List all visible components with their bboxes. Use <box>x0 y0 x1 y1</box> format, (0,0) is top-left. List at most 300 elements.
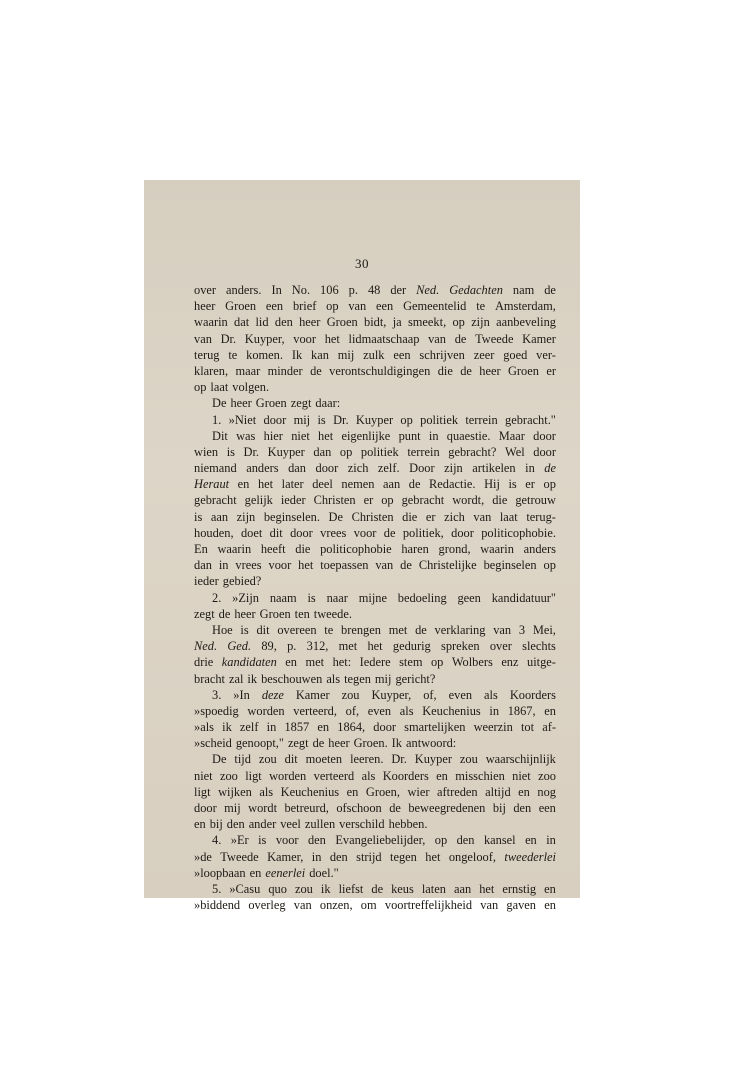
word: worden <box>269 768 307 783</box>
word: zegt <box>287 736 309 751</box>
word: doel." <box>309 865 339 880</box>
word: p. <box>287 639 297 654</box>
word: is <box>240 622 249 637</box>
word: heer <box>230 396 252 411</box>
word: de <box>312 736 325 751</box>
body-text <box>194 282 556 913</box>
text-line <box>194 282 556 298</box>
word: de <box>544 461 556 476</box>
word: waarin <box>217 542 252 556</box>
word: haren <box>401 542 429 556</box>
word: De <box>328 509 343 524</box>
word: om <box>360 898 377 913</box>
word: Evangeliebelijder, <box>335 833 426 848</box>
word: bedoeling <box>397 590 447 605</box>
word: politicophobie <box>320 542 392 556</box>
word: van <box>194 331 212 346</box>
word: nam <box>512 283 535 297</box>
word: ik <box>247 671 258 686</box>
word: het <box>324 331 340 346</box>
word: anders <box>523 542 556 556</box>
word: op <box>452 315 465 330</box>
text-line <box>194 492 556 508</box>
word: waarschijnlijk <box>485 752 556 767</box>
word: mij <box>293 412 311 427</box>
word: beginselen <box>483 558 537 573</box>
word: van <box>428 331 446 346</box>
word: Groen <box>225 299 257 314</box>
word: als <box>326 671 341 686</box>
word: 1857 <box>284 720 310 735</box>
word: in <box>266 720 277 735</box>
word: zal <box>228 671 244 686</box>
text-line <box>194 832 556 848</box>
word: er <box>425 509 436 524</box>
word: door <box>533 444 556 459</box>
text-line <box>194 331 556 347</box>
word: en <box>436 768 448 783</box>
word: als <box>484 687 498 702</box>
word: Gedachten <box>449 283 503 297</box>
word: en <box>544 898 556 913</box>
word: Maar <box>498 428 525 443</box>
word: van <box>493 622 512 637</box>
word: in <box>546 833 556 848</box>
word: beginselen. <box>263 509 320 524</box>
word: wordt, <box>452 493 485 508</box>
word: »loopbaan <box>194 865 246 880</box>
word: p. <box>348 283 358 297</box>
word: »Zijn <box>232 590 259 605</box>
word: zulk <box>363 347 385 362</box>
word: zegt <box>290 396 312 411</box>
word: als <box>259 784 274 799</box>
word: te <box>228 347 238 362</box>
word: Christen <box>313 493 356 508</box>
word: van <box>348 299 367 314</box>
word: lid <box>255 315 269 330</box>
word: 2. <box>212 590 222 605</box>
word: is <box>307 590 316 605</box>
word: zich <box>444 509 465 524</box>
word: Wolbers <box>451 655 493 670</box>
word: geen <box>457 590 481 605</box>
word: zich <box>347 461 369 476</box>
word: politiek <box>420 412 459 427</box>
word: op <box>434 833 448 848</box>
word: door <box>263 412 287 427</box>
word: en <box>544 703 556 718</box>
word: Hoe <box>212 622 233 637</box>
word: liefst <box>338 881 364 896</box>
text-line <box>194 412 556 428</box>
word: ligt <box>245 768 262 783</box>
word: heeft <box>260 542 286 556</box>
word: nemen <box>341 477 375 492</box>
word: Groen <box>507 363 539 378</box>
text-line <box>194 751 556 767</box>
word: en <box>249 865 262 880</box>
word: de <box>371 881 384 896</box>
word: goed <box>503 347 528 362</box>
word: De <box>212 752 227 767</box>
word: verontschuldigingen <box>329 363 431 378</box>
word: over <box>489 639 512 654</box>
text-line <box>194 444 556 460</box>
word: 1. <box>212 412 222 427</box>
word: Ged. <box>227 639 252 654</box>
word: 3 <box>518 622 526 637</box>
word: ik <box>222 720 232 735</box>
word: enz <box>501 655 519 670</box>
word: voor <box>293 331 316 346</box>
word: er <box>546 363 556 378</box>
word: bij <box>209 817 223 832</box>
word: »Casu <box>229 881 261 896</box>
word: beweegredenen <box>408 801 486 815</box>
word: heer <box>234 606 256 621</box>
word: de <box>544 283 556 297</box>
word: zoo <box>219 768 238 783</box>
word: overleg <box>248 898 286 913</box>
word: en <box>518 784 530 799</box>
word: door <box>451 525 474 540</box>
word: ander <box>248 817 277 832</box>
word: Ned. <box>194 639 218 654</box>
word: zou <box>258 752 277 767</box>
word: aan <box>453 881 472 896</box>
word: Groen <box>259 606 291 621</box>
word: »In <box>233 687 250 702</box>
word: altijd <box>485 784 511 799</box>
word: lidmaatschaap <box>348 331 420 346</box>
word: ofschoon <box>336 801 382 815</box>
word: de <box>389 801 401 815</box>
word: op <box>543 477 556 492</box>
word: No. <box>291 283 311 297</box>
word: wijken <box>218 784 252 799</box>
word: ten <box>294 606 310 621</box>
word: Kuyper <box>355 412 394 427</box>
word: politicophobie. <box>481 525 556 540</box>
word: op <box>543 558 556 573</box>
word: niet <box>291 428 310 443</box>
word: terrein <box>465 412 498 427</box>
word: gedurig <box>392 639 431 654</box>
word: Kuyper <box>414 752 452 767</box>
word: 89, <box>261 639 277 654</box>
word: »spoedig <box>194 703 239 718</box>
word: Christelijke <box>418 558 477 573</box>
word: doet <box>240 525 263 540</box>
text-line <box>194 541 556 557</box>
word: kandidaten <box>221 655 277 670</box>
word: Tweede <box>220 849 259 864</box>
word: uitge- <box>527 655 556 670</box>
word: schrijven <box>419 347 465 362</box>
word: heer <box>194 299 216 314</box>
word: quaestie. <box>446 428 491 443</box>
word: slechts <box>522 639 556 654</box>
word: niet <box>194 768 213 783</box>
word: waarin <box>480 542 514 556</box>
word: Groen <box>326 315 358 330</box>
word: die <box>492 493 508 508</box>
word: een <box>393 347 411 362</box>
word: In <box>271 283 282 297</box>
word: gebracht <box>401 493 445 508</box>
word: die <box>295 542 311 556</box>
word: de <box>218 606 231 621</box>
word: of, <box>423 687 437 702</box>
word: er <box>525 477 535 492</box>
text-line <box>194 460 556 476</box>
word: op <box>339 444 353 459</box>
word: Ik <box>391 736 402 751</box>
word: en <box>285 655 297 670</box>
word: wier <box>407 784 430 799</box>
word: strijd <box>356 849 382 864</box>
text-line <box>194 395 556 411</box>
text-line <box>194 347 556 363</box>
word: even <box>448 687 473 702</box>
word: zijn <box>471 315 490 330</box>
word: gebracht? <box>448 444 497 459</box>
word: houden, <box>194 525 234 540</box>
word: 5. <box>212 881 222 896</box>
word: een <box>538 801 556 815</box>
word: Dr. <box>243 444 260 459</box>
word: zijn <box>444 461 463 476</box>
word: mij <box>374 671 392 686</box>
text-line <box>194 573 556 589</box>
word: van <box>293 898 312 913</box>
word: 106 <box>320 283 339 297</box>
word: volgen. <box>232 380 270 395</box>
word: het <box>257 477 274 492</box>
word: tijd <box>234 752 251 767</box>
word: even <box>367 703 392 718</box>
word: moeten <box>305 752 343 767</box>
word: Amsterdam, <box>494 299 556 314</box>
word: tegen <box>390 849 417 864</box>
word: leeren. <box>350 752 384 767</box>
word: een <box>265 299 284 314</box>
word: 48 <box>367 283 381 297</box>
text-line <box>194 816 556 832</box>
word: politiek, <box>402 525 444 540</box>
word: in <box>218 558 229 573</box>
word: den <box>329 849 348 864</box>
text-line <box>194 622 556 638</box>
word: Dr. <box>220 331 237 346</box>
word: de <box>460 363 472 378</box>
word: »als <box>194 720 214 735</box>
text-line <box>194 800 556 816</box>
word: vrees <box>320 525 347 540</box>
word: als <box>361 768 376 783</box>
word: Kamer, <box>267 849 304 864</box>
word: op <box>381 493 394 508</box>
word: Kuyper, <box>244 331 285 346</box>
word: af- <box>542 720 556 735</box>
word: gericht? <box>395 671 436 686</box>
word: door <box>315 461 339 476</box>
word: op <box>194 380 207 395</box>
word: die <box>437 363 453 378</box>
word: zegt <box>194 606 215 621</box>
text-line <box>194 525 556 541</box>
word: quo <box>268 881 287 896</box>
word: 312, <box>306 639 329 654</box>
word: Door <box>409 461 435 476</box>
word: Kuyper, <box>371 687 412 702</box>
word: eenerlei <box>265 865 306 880</box>
word: deel <box>312 477 333 492</box>
word: zou <box>341 687 360 702</box>
word: is <box>194 509 203 524</box>
word: voortreffelijkheid <box>384 898 473 913</box>
word: zelf. <box>377 461 400 476</box>
word: terug- <box>526 509 556 524</box>
word: Groen <box>255 396 287 411</box>
text-line <box>194 671 556 687</box>
word: laat <box>499 509 518 524</box>
word: over <box>194 283 217 297</box>
word: voor <box>353 525 377 540</box>
word: drie <box>194 655 214 670</box>
word: door <box>194 801 217 815</box>
word: was <box>236 428 256 443</box>
word: 3. <box>212 687 222 702</box>
word: is <box>226 444 235 459</box>
word: grond, <box>438 542 471 556</box>
word: zoo <box>538 768 556 783</box>
word: aan <box>383 477 401 492</box>
word: Christen <box>351 509 394 524</box>
word: weerzin <box>473 720 513 735</box>
word: ligt <box>194 784 211 799</box>
word: Kuyper <box>267 444 305 459</box>
word: het <box>425 849 441 864</box>
word: laat <box>210 380 229 395</box>
word: door <box>533 428 556 443</box>
word: Gemeentelid <box>403 299 467 314</box>
word: eigenlijke <box>341 428 391 443</box>
word: later <box>281 477 304 492</box>
word: een <box>376 299 394 314</box>
word: tot <box>520 720 535 735</box>
word: mijne <box>358 590 387 605</box>
word: dit <box>284 752 298 767</box>
word: anders. <box>226 283 262 297</box>
word: te <box>476 299 486 314</box>
word: op <box>400 412 413 427</box>
word: met <box>305 655 325 670</box>
word: minder <box>267 363 303 378</box>
text-line <box>194 606 556 622</box>
word: Wel <box>505 444 525 459</box>
text-line <box>194 735 556 751</box>
word: misschien <box>455 768 505 783</box>
word: bij <box>492 801 506 815</box>
word: »scheid <box>194 736 232 751</box>
word: dat <box>234 315 250 330</box>
word: de <box>310 363 322 378</box>
word: gaven <box>506 898 536 913</box>
word: en <box>194 817 206 832</box>
word: terrein <box>407 444 440 459</box>
word: voor <box>275 833 299 848</box>
word: 1864, <box>337 720 366 735</box>
word: verteerd <box>313 768 355 783</box>
word: 4. <box>212 833 222 848</box>
word: waarin <box>194 315 228 330</box>
word: ongeloof, <box>448 849 496 864</box>
word: zullen <box>304 817 336 832</box>
word: het <box>298 558 314 573</box>
word: kan <box>311 347 329 362</box>
word: als <box>399 703 414 718</box>
word: politiek <box>360 444 399 459</box>
text-line <box>194 363 556 379</box>
word: kansel <box>483 833 516 848</box>
word: of, <box>345 703 360 718</box>
word: ieder <box>194 574 219 589</box>
word: Heraut <box>194 477 230 492</box>
word: genoopt," <box>235 736 284 751</box>
text-line <box>194 719 556 735</box>
word: brief <box>292 299 317 314</box>
word: Dit <box>212 428 228 443</box>
text-line <box>194 687 556 703</box>
word: anders <box>246 461 279 476</box>
word: overeen <box>277 622 317 637</box>
text-line <box>194 897 556 913</box>
word: zeer <box>473 347 495 362</box>
word: stem <box>399 655 423 670</box>
word: worden <box>247 703 285 718</box>
word: zijn <box>236 509 256 524</box>
word: kandidatuur" <box>491 590 556 605</box>
word: beschouwen <box>261 671 323 686</box>
word: in <box>428 428 439 443</box>
word: op <box>326 299 339 314</box>
word: onzen, <box>319 898 353 913</box>
word: den <box>307 833 326 848</box>
word: dan <box>194 558 212 573</box>
word: gebracht." <box>505 412 556 427</box>
word: aanbeveling <box>496 315 556 330</box>
word: artikelen <box>472 461 516 476</box>
word: Mei, <box>532 622 556 637</box>
word: den <box>226 817 245 832</box>
word: heer <box>299 315 321 330</box>
word: en <box>346 784 359 799</box>
page-number: 30 <box>355 256 369 271</box>
word: is <box>317 412 326 427</box>
word: betreurd, <box>284 801 329 815</box>
word: Groen, <box>365 784 400 799</box>
word: ik <box>320 881 331 896</box>
word: hebben. <box>388 817 428 832</box>
text-line <box>194 428 556 444</box>
text-line <box>194 849 556 865</box>
word: Koorders <box>509 687 556 702</box>
word: naar <box>326 590 348 605</box>
word: »Er <box>230 833 249 848</box>
word: maar <box>235 363 261 378</box>
